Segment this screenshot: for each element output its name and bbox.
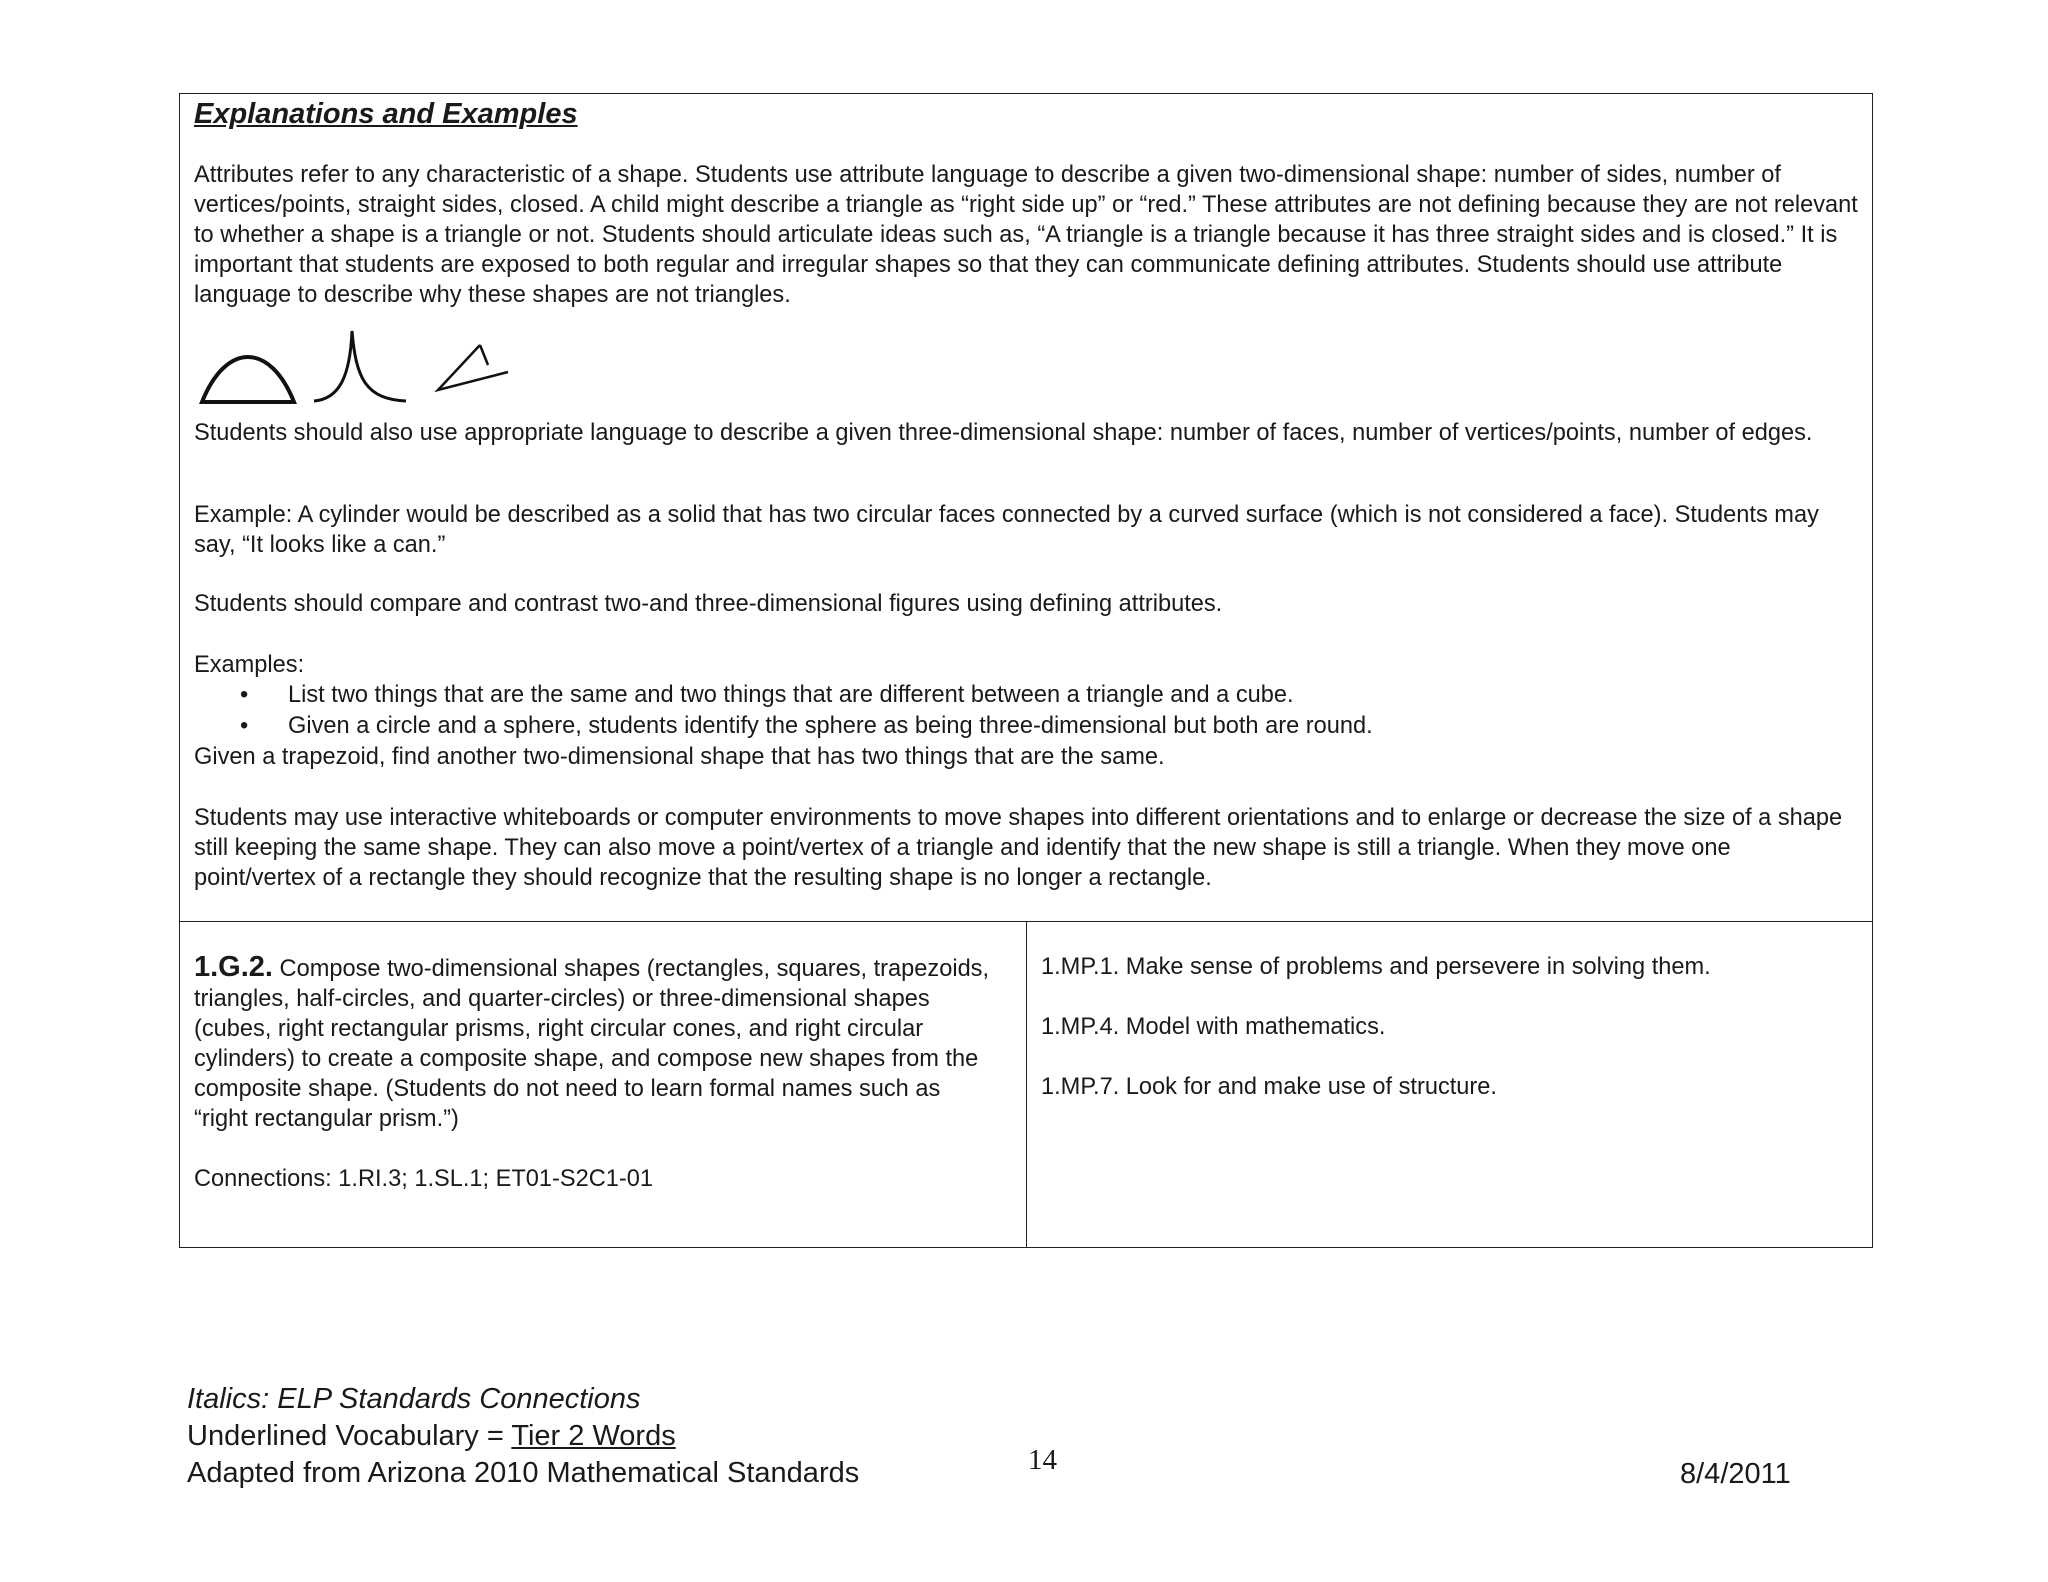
footer-underline-legend: Underlined Vocabulary = Tier 2 Words — [187, 1420, 676, 1452]
examples-list — [194, 680, 1859, 742]
open-angle-shape — [438, 345, 508, 390]
bullet-icon: • — [240, 713, 249, 739]
explanations-cell — [180, 94, 1872, 922]
bullet-icon: • — [240, 682, 249, 708]
standard-description — [194, 952, 994, 1134]
footer-source: Adapted from Arizona 2010 Mathematical Standards — [187, 1457, 860, 1489]
cylinder-example-paragraph: Example: A cylinder would be described as a solid that has two circular faces connected by a curved surface (which is not considered a face). Students may say, “It looks like a can.” — [194, 502, 1819, 558]
interactive-whiteboards-paragraph: Students may use interactive whiteboards or computer environments to move shapes into different orientations and to enlarge or decrease the size of a shape still keeping the same shape. They can also move a point/vertex of a triangle and identify that the new shape is still a triangle. When they move one point/vertex of a rectangle they should recognize that the resulting shape is no longer a rectangle. — [194, 805, 1843, 891]
page-number: 14 — [1028, 1444, 1057, 1476]
compare-contrast-paragraph: Students should compare and contrast two-and three-dimensional figures using defining attributes. — [194, 591, 1223, 617]
curved-arch-shape — [202, 357, 294, 402]
standard-cell — [180, 922, 1027, 1247]
non-triangle-shapes — [198, 327, 558, 407]
standard-code: 1.G.2. — [194, 951, 273, 983]
list-item: • List two things that are the same and two things that are different between a triangle and a cube. — [194, 680, 1859, 711]
attributes-paragraph: Attributes refer to any characteristic of a shape. Students use attribute language to describe a given two-dimensional shape: number of sides, number of vertices/points, straight sides, closed. A child might describe a triangle as “right side up” or “red.” These attributes are not defining because they are not relevant to whether a shape is a triangle or not. Students should articulate ideas such as, “A triangle is a triangle because it has three straight sides and is closed.” It is important that students are exposed to both regular and irregular shapes so that they can communicate defining attributes. Students should use attribute language to describe why these shapes are not triangles. — [194, 162, 1858, 308]
footer-italics-legend: Italics: ELP Standards Connections — [187, 1383, 641, 1415]
tier-2-words-label: Tier 2 Words — [511, 1420, 676, 1452]
standards-table — [179, 93, 1873, 1248]
practice-item: 1.MP.4. Model with mathematics. — [1041, 1014, 1386, 1040]
trapezoid-example: Given a trapezoid, find another two-dimensional shape that has two things that are the same. — [194, 744, 1165, 770]
list-item: • Given a circle and a sphere, students identify the sphere as being three-dimensional but both are round. — [194, 711, 1859, 742]
footer-date: 8/4/2011 — [1680, 1458, 1791, 1490]
practices-cell — [1027, 922, 1872, 1247]
practice-item: 1.MP.7. Look for and make use of structure. — [1041, 1074, 1497, 1100]
section-heading: Explanations and Examples — [194, 98, 578, 130]
examples-label: Examples: — [194, 652, 305, 678]
practice-item: 1.MP.1. Make sense of problems and persevere in solving them. — [1041, 954, 1711, 980]
three-dimensional-paragraph: Students should also use appropriate language to describe a given three-dimensional shape: number of faces, number of vertices/points, number of edges. — [194, 420, 1813, 446]
connections-text: Connections: 1.RI.3; 1.SL.1; ET01-S2C1-01 — [194, 1166, 654, 1192]
concave-peak-shape — [314, 331, 406, 401]
standard-text: Compose two-dimensional shapes (rectangles, squares, trapezoids, triangles, half-circles, and quarter-circles) or three-dimensional shapes (cubes, right rectangular prisms, right circular cones, and right circular cylinders) to create a composite shape, and compose new shapes from the composite shape. (Students do not need to learn formal names such as “right rectangular prism.”) — [194, 956, 990, 1132]
